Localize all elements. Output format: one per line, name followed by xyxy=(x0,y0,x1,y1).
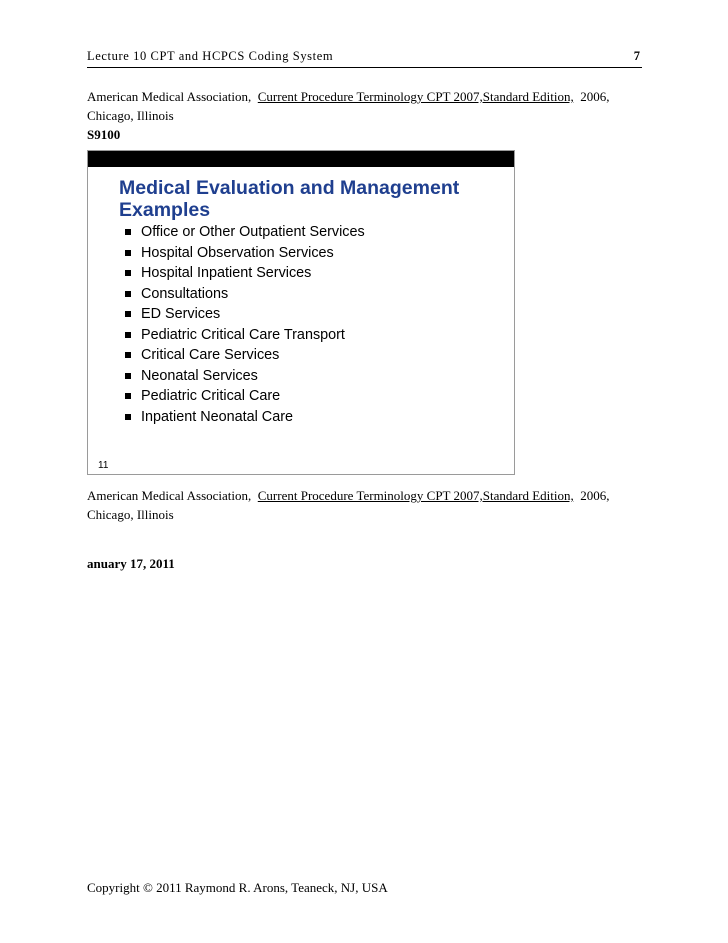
citation-author: American Medical Association, xyxy=(87,89,252,104)
slide-top-bar xyxy=(88,151,514,167)
citation-place: Chicago, Illinois xyxy=(87,507,174,522)
list-item: Hospital Inpatient Services xyxy=(124,263,365,284)
list-item: Critical Care Services xyxy=(124,345,365,366)
square-bullet-icon xyxy=(125,393,131,399)
page-number: 7 xyxy=(633,49,640,63)
citation-place: Chicago, Illinois xyxy=(87,108,174,123)
citation-bottom xyxy=(87,486,632,524)
document-date: anuary 17, 2011 xyxy=(87,556,175,571)
citation-work: Current Procedure Terminology CPT 2007,Standard Edition, xyxy=(257,89,574,104)
slide-title xyxy=(119,177,459,221)
square-bullet-icon xyxy=(125,311,131,317)
square-bullet-icon xyxy=(125,414,131,420)
page-header xyxy=(87,49,640,64)
list-item: Consultations xyxy=(124,284,365,305)
slide-bullet-list xyxy=(124,222,365,427)
procedure-code: S9100 xyxy=(87,127,121,142)
header-rule xyxy=(87,67,642,68)
citation-details: 2006, xyxy=(580,488,610,503)
list-item: Hospital Observation Services xyxy=(124,243,365,264)
list-item: Pediatric Critical Care Transport xyxy=(124,325,365,346)
list-item: Neonatal Services xyxy=(124,366,365,387)
square-bullet-icon xyxy=(125,270,131,276)
citation-details: 2006, xyxy=(580,89,610,104)
square-bullet-icon xyxy=(125,291,131,297)
header-title: Lecture 10 CPT and HCPCS Coding System xyxy=(87,49,334,63)
square-bullet-icon xyxy=(125,229,131,235)
citation-top xyxy=(87,87,632,125)
slide-number: 11 xyxy=(98,460,109,471)
square-bullet-icon xyxy=(125,373,131,379)
square-bullet-icon xyxy=(125,250,131,256)
list-item: Inpatient Neonatal Care xyxy=(124,407,365,428)
copyright-footer: Copyright © 2011 Raymond R. Arons, Teaneck, NJ, USA xyxy=(87,880,388,895)
square-bullet-icon xyxy=(125,332,131,338)
slide-title-line2: Examples xyxy=(119,199,211,221)
list-item: ED Services xyxy=(124,304,365,325)
citation-work: Current Procedure Terminology CPT 2007,Standard Edition, xyxy=(257,488,574,503)
slide-title-line1: Medical Evaluation and Management xyxy=(119,177,460,199)
list-item: Pediatric Critical Care xyxy=(124,386,365,407)
list-item: Office or Other Outpatient Services xyxy=(124,222,365,243)
citation-author: American Medical Association, xyxy=(87,488,252,503)
square-bullet-icon xyxy=(125,352,131,358)
slide-image xyxy=(87,150,515,475)
